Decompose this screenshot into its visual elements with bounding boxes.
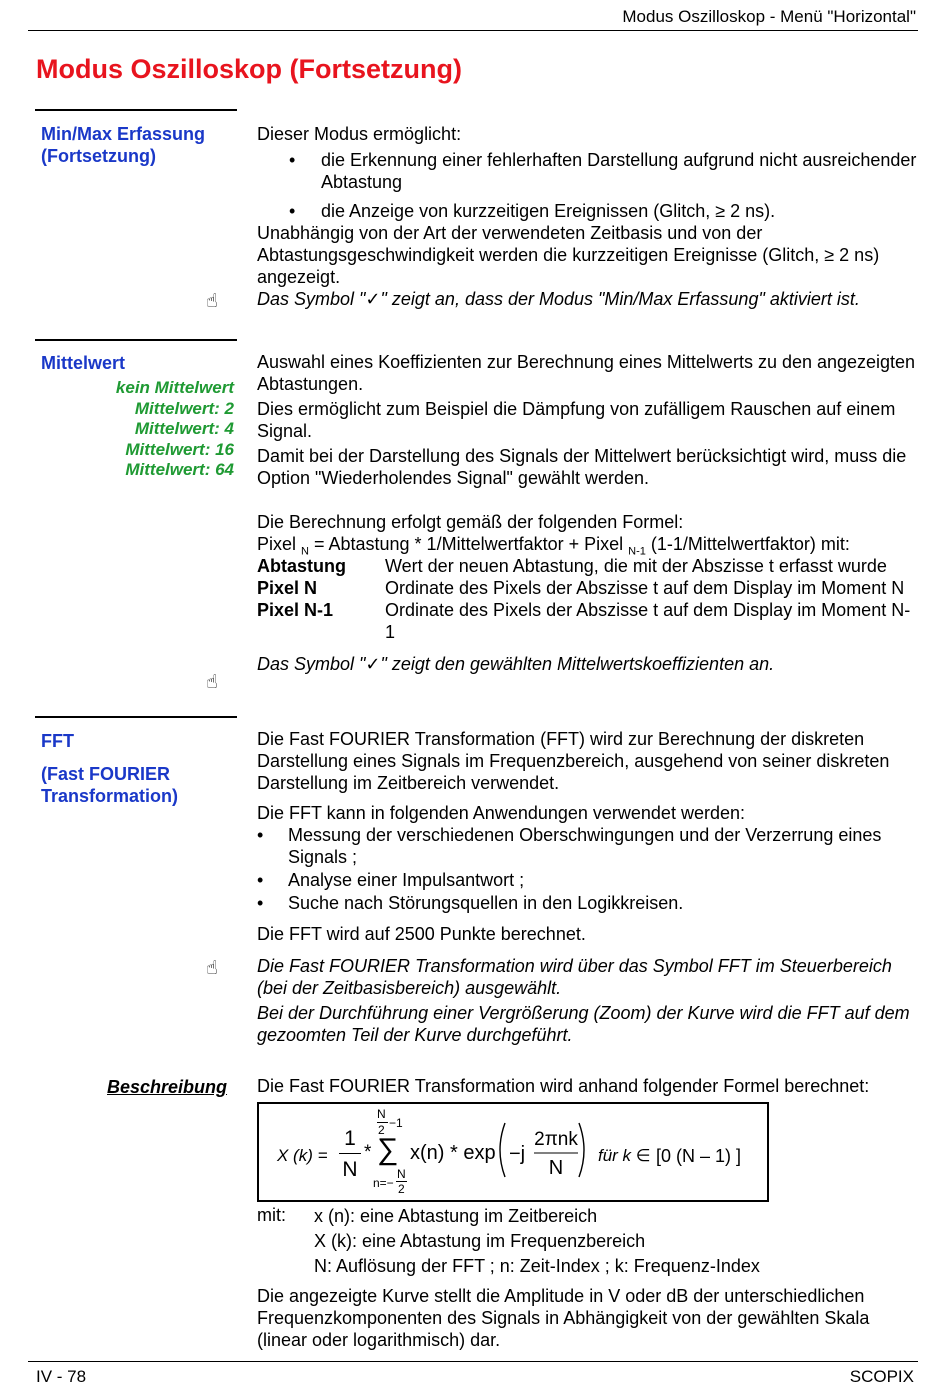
definition-term: Pixel N — [257, 578, 318, 598]
section-title-mittelwert: Mittelwert — [41, 353, 126, 373]
option-label: Mittelwert: 16 — [125, 439, 234, 459]
note: Das Symbol "✓" zeigt an, dass der Modus "Min/Max Erfassung" aktiviert ist. — [257, 289, 860, 309]
paragraph: Die Berechnung erfolgt gemäß der folgenden Formel: — [257, 512, 684, 532]
list-item — [289, 149, 917, 193]
sum-lower-a: n=− — [373, 1176, 394, 1190]
bullet: • — [257, 825, 264, 845]
list-item-text: Suche nach Störungsquellen in den Logikkreisen. — [288, 893, 684, 913]
section-rule — [35, 109, 237, 111]
mit-list — [314, 1204, 760, 1279]
sum-upper-limit — [377, 1108, 386, 1120]
formula-n: N — [342, 1158, 358, 1181]
definition-desc: Wert der neuen Abtastung, die mit der Abszisse t erfasst wurde — [385, 556, 887, 576]
pointing-hand-icon: ☝ — [206, 958, 218, 979]
paragraph: Unabhängig von der Art der verwendeten Zeitbasis und von der Abtastungsgeschwindigkeit werden die kurzzeitigen Ereignisse (Glitch, ≥ 2 ns) angezeigt. — [257, 223, 880, 287]
formula-condition: für k ∈ — [598, 1146, 651, 1165]
formula-part: (1-1/Mittelwertfaktor) mit: — [645, 534, 850, 554]
fraction-bar — [339, 1153, 361, 1154]
fft-formula-box — [257, 1102, 769, 1202]
option-label: Mittelwert: 64 — [125, 460, 234, 480]
mit-item: N: Auflösung der FFT ; n: Zeit-Index ; k: Frequenz-Index — [314, 1256, 760, 1276]
sigma-icon: ∑ — [377, 1133, 399, 1166]
formula-frac-num: 2πnk — [534, 1129, 578, 1150]
option-label: Mittelwert: 4 — [134, 419, 234, 439]
footer-divider — [28, 1361, 918, 1362]
list-item-text: die Anzeige von kurzzeitigen Ereignissen (Glitch, ≥ 2 ns). — [321, 201, 776, 221]
paragraph: Die Fast FOURIER Transformation (FFT) wird zur Berechnung der diskreten Darstellung eines Signals im Frequenzbereich, ausgehend von seiner diskreten Darstellung im Zeitbereich verwendet. — [257, 729, 890, 793]
mit-item: X (k): eine Abtastung im Frequenzbereich — [314, 1231, 646, 1251]
bullet: • — [257, 870, 264, 890]
minmax-body — [257, 123, 917, 310]
formula-range: [0 (N – 1) ] — [656, 1146, 742, 1166]
formula-lhs: X (k) = — [277, 1146, 328, 1165]
product-name: SCOPIX — [849, 1367, 914, 1386]
section-title-beschreibung: Beschreibung — [107, 1077, 228, 1097]
option-label: Mittelwert: 2 — [134, 398, 234, 418]
sum-lower-num: N — [397, 1167, 406, 1181]
paragraph: Die FFT kann in folgenden Anwendungen verwendet werden: — [257, 803, 745, 823]
bullet: • — [257, 893, 264, 913]
formula-xn: x(n) * exp — [410, 1142, 496, 1164]
pointing-hand-icon: ☝ — [206, 291, 218, 312]
option-label: kein Mittelwert — [115, 378, 234, 397]
beschreibung-intro: Die Fast FOURIER Transformation wird anhand folgender Formel berechnet: — [257, 1076, 870, 1096]
definition-row — [257, 555, 917, 577]
fft-body — [257, 728, 917, 1046]
sum-upper-den: 2 — [378, 1123, 385, 1137]
paragraph: Dies ermöglicht zum Beispiel die Dämpfung von zufälligem Rauschen auf einem Signal. — [257, 399, 896, 441]
mit-label: mit: — [257, 1205, 286, 1225]
pointing-hand-icon: ☝ — [206, 672, 218, 693]
section-title-line: Min/Max Erfassung — [41, 124, 206, 144]
list-item — [257, 892, 917, 914]
definition-desc: Ordinate des Pixels der Abszisse t auf dem Display im Moment N-1 — [385, 600, 911, 642]
section-title-line: Transformation) — [41, 786, 179, 806]
definition-row — [257, 577, 917, 599]
paragraph: Damit bei der Darstellung des Signals der Mittelwert berücksichtigt wird, muss die Option "Wiederholendes Signal" gewählt werden. — [257, 446, 907, 488]
paragraph: Dieser Modus ermöglicht: — [257, 124, 462, 144]
closing-paragraph: Die angezeigte Kurve stellt die Amplitude in V oder dB der unterschiedlichen Frequenzkomponenten des Signals in Abhängigkeit von der gewählten Skala (linear oder logarithmisch) dar. — [257, 1286, 870, 1350]
mit-item: x (n): eine Abtastung im Zeitbereich — [314, 1206, 598, 1226]
header-divider — [28, 30, 918, 31]
formula-subscript: N-1 — [628, 545, 646, 558]
section-title-fft — [41, 730, 236, 807]
formula-frac-den: N — [548, 1157, 564, 1179]
average-formula — [257, 533, 917, 558]
section-rule — [35, 716, 237, 718]
definition-row — [257, 599, 917, 643]
paragraph: Auswahl eines Koeffizienten zur Berechnung eines Mittelwerts zu den angezeigten Abtastungen. — [257, 352, 916, 394]
page-number: IV - 78 — [36, 1367, 87, 1386]
section-rule — [35, 339, 237, 341]
page-title: Modus Oszilloskop (Fortsetzung) — [36, 54, 462, 84]
formula-part: = Abtastung * 1/Mittelwertfaktor + Pixel — [308, 534, 629, 554]
average-options — [116, 378, 234, 481]
formula-part: Pixel — [257, 534, 302, 554]
definition-desc: Ordinate des Pixels der Abszisse t auf dem Display im Moment N — [385, 578, 905, 598]
section-title-line: (Fast FOURIER — [41, 764, 171, 784]
section-title-line: FFT — [41, 731, 74, 751]
bullet: • — [289, 150, 296, 170]
list-item — [257, 824, 917, 868]
running-header: Modus Oszilloskop - Menü "Horizontal" — [622, 7, 916, 26]
note: Die Fast FOURIER Transformation wird über das Symbol FFT im Steuerbereich (bei der Zeitbasisbereich) ausgewählt. — [257, 956, 892, 998]
list-item — [257, 869, 917, 891]
formula-minus-j: −j — [509, 1143, 526, 1165]
sum-upper-n: N — [377, 1107, 386, 1121]
definition-term: Abtastung — [257, 556, 346, 576]
section-title-minmax — [41, 123, 236, 167]
list-item — [289, 200, 917, 222]
formula-subscript: N — [301, 545, 309, 558]
mittelwert-body — [257, 351, 917, 675]
section-title-line: (Fortsetzung) — [41, 146, 156, 166]
definition-term: Pixel N-1 — [257, 600, 334, 620]
formula-one: 1 — [344, 1127, 356, 1150]
list-item-text: Messung der verschiedenen Oberschwingungen und der Verzerrung eines Signals ; — [288, 825, 882, 867]
bullet: • — [289, 201, 296, 221]
sum-upper-rest: −1 — [389, 1116, 403, 1130]
sum-lower-den: 2 — [398, 1182, 405, 1196]
formula-star: * — [364, 1142, 372, 1163]
note: Bei der Durchführung einer Vergrößerung (Zoom) der Kurve wird die FFT auf dem gezoomten Teil der Kurve durchgeführt. — [257, 1003, 910, 1045]
list-item-text: Analyse einer Impulsantwort ; — [288, 870, 525, 890]
paragraph: Die FFT wird auf 2500 Punkte berechnet. — [257, 924, 586, 944]
note: Das Symbol "✓" zeigt den gewählten Mittelwertskoeffizienten an. — [257, 654, 775, 674]
list-item-text: die Erkennung einer fehlerhaften Darstellung aufgrund nicht ausreichender Abtastung — [321, 150, 917, 192]
